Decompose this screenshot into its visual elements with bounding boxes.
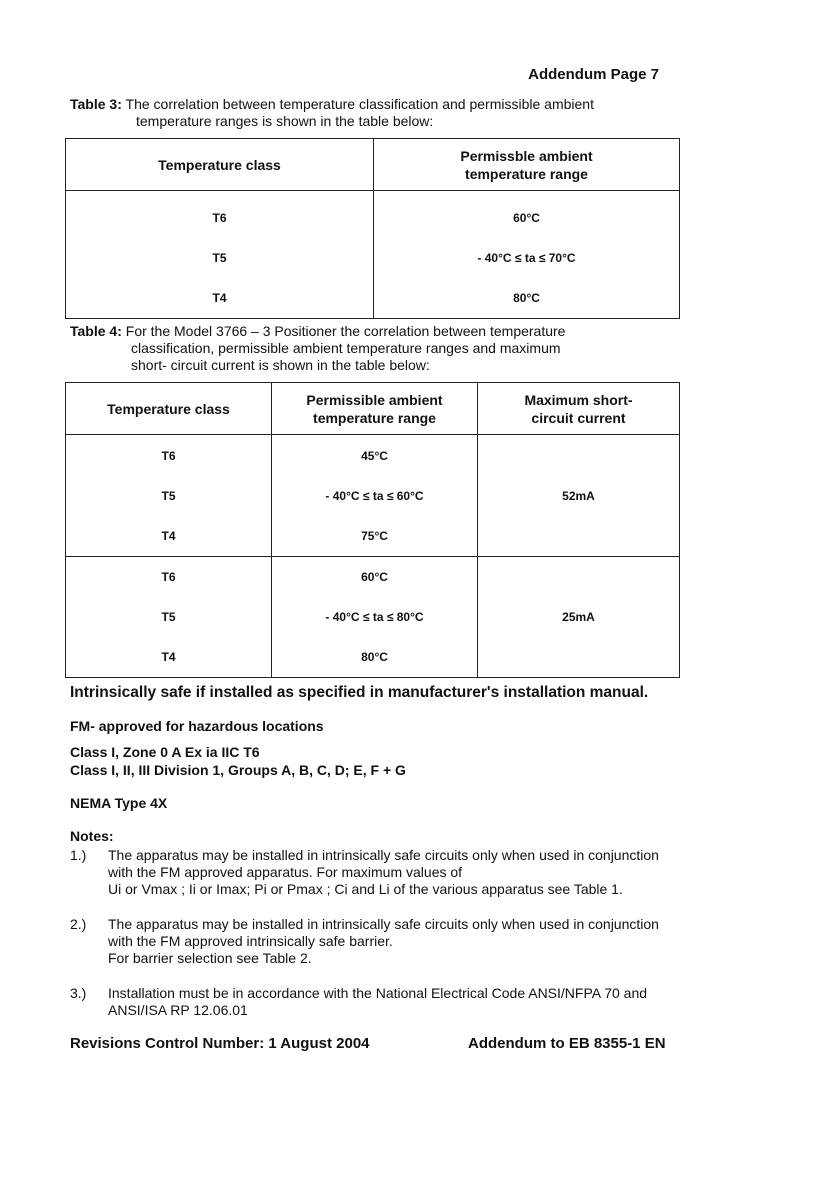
table3-range-cell: - 40°C ≤ ta ≤ 70°C	[374, 238, 680, 278]
table3-header-range-line2: temperature range	[465, 165, 588, 182]
table3-header-range	[374, 139, 680, 191]
table4-class-cell: T5	[66, 597, 272, 637]
table3-caption-line1: The correlation between temperature classification and permissible ambient	[125, 96, 594, 112]
table4	[65, 382, 680, 678]
table3-class-cell: T4	[66, 278, 374, 319]
table4-range-cell: 80°C	[272, 637, 478, 678]
table4-header-current-line1: Maximum short-	[524, 391, 633, 408]
fm-class-line1: Class I, Zone 0 A Ex ia IIC T6	[70, 744, 260, 760]
table-row	[66, 435, 680, 477]
addendum-reference: Addendum to EB 8355-1 EN	[468, 1035, 666, 1052]
table3-range-cell: 60°C	[374, 191, 680, 239]
table4-class-cell: T4	[66, 516, 272, 557]
table3-class-cell: T5	[66, 238, 374, 278]
note-line: with the FM approved intrinsically safe barrier.	[108, 933, 393, 949]
table3-caption	[70, 96, 710, 130]
table4-header-row	[66, 383, 680, 435]
table3-header-class: Temperature class	[66, 139, 374, 191]
notes-title: Notes:	[70, 828, 114, 844]
table4-caption-line1: For the Model 3766 – 3 Positioner the correlation between temperature	[125, 323, 566, 339]
table3-header-row	[66, 139, 680, 191]
table4-current-cell: 52mA	[478, 435, 680, 557]
table3-label: Table 3:	[70, 96, 122, 112]
note-3	[70, 985, 720, 1019]
nema-type: NEMA Type 4X	[70, 795, 168, 811]
table4-header-current	[478, 383, 680, 435]
table3	[65, 138, 680, 319]
note-1	[70, 847, 720, 898]
page-number-header: Addendum Page 7	[528, 66, 659, 83]
table-row	[66, 238, 680, 278]
table4-current-cell: 25mA	[478, 557, 680, 678]
revision-control-number: Revisions Control Number: 1 August 2004	[70, 1035, 370, 1052]
table4-caption-line3: short- circuit current is shown in the table below:	[131, 357, 430, 373]
table4-header-range	[272, 383, 478, 435]
intrinsic-safety-statement: Intrinsically safe if installed as specified in manufacturer's installation manual.	[70, 684, 649, 701]
table4-header-range-line2: temperature range	[313, 409, 436, 426]
table4-header-current-line2: circuit current	[531, 409, 626, 426]
table-row	[66, 278, 680, 319]
table4-label: Table 4:	[70, 323, 122, 339]
table-row	[66, 557, 680, 598]
note-number: 1.)	[70, 847, 87, 863]
table4-class-cell: T6	[66, 557, 272, 598]
note-line: Ui or Vmax ; Ii or Imax; Pi or Pmax ; Ci and Li of the various apparatus see Table 1.	[108, 881, 623, 897]
table4-class-cell: T5	[66, 476, 272, 516]
table3-class-cell: T6	[66, 191, 374, 239]
note-line: The apparatus may be installed in intrinsically safe circuits only when used in conjunction	[108, 847, 659, 863]
table4-range-cell: 45°C	[272, 435, 478, 477]
table4-caption-line2: classification, permissible ambient temperature ranges and maximum	[131, 340, 561, 356]
table3-range-cell: 80°C	[374, 278, 680, 319]
table3-caption-line2: temperature ranges is shown in the table below:	[136, 113, 434, 129]
note-line: with the FM approved apparatus. For maximum values of	[108, 864, 463, 880]
note-line: For barrier selection see Table 2.	[108, 950, 312, 966]
table4-header-range-line1: Permissible ambient	[306, 391, 443, 408]
note-2	[70, 916, 720, 967]
table4-class-cell: T6	[66, 435, 272, 477]
note-number: 3.)	[70, 985, 87, 1001]
note-line: The apparatus may be installed in intrinsically safe circuits only when used in conjunction	[108, 916, 659, 932]
table-row	[66, 191, 680, 239]
table3-header-range-line1: Permissble ambient	[460, 147, 593, 164]
note-number: 2.)	[70, 916, 87, 932]
table4-caption	[70, 323, 710, 374]
table4-header-class: Temperature class	[66, 383, 272, 435]
table4-range-cell: 60°C	[272, 557, 478, 598]
table4-range-cell: - 40°C ≤ ta ≤ 60°C	[272, 476, 478, 516]
fm-class-line2: Class I, II, III Division 1, Groups A, B, C, D; E, F + G	[70, 762, 406, 778]
table4-range-cell: - 40°C ≤ ta ≤ 80°C	[272, 597, 478, 637]
table4-class-cell: T4	[66, 637, 272, 678]
table4-range-cell: 75°C	[272, 516, 478, 557]
note-line: ANSI/ISA RP 12.06.01	[108, 1002, 248, 1018]
note-line: Installation must be in accordance with the National Electrical Code ANSI/NFPA 70 and	[108, 985, 648, 1001]
fm-approval-title: FM- approved for hazardous locations	[70, 718, 324, 734]
